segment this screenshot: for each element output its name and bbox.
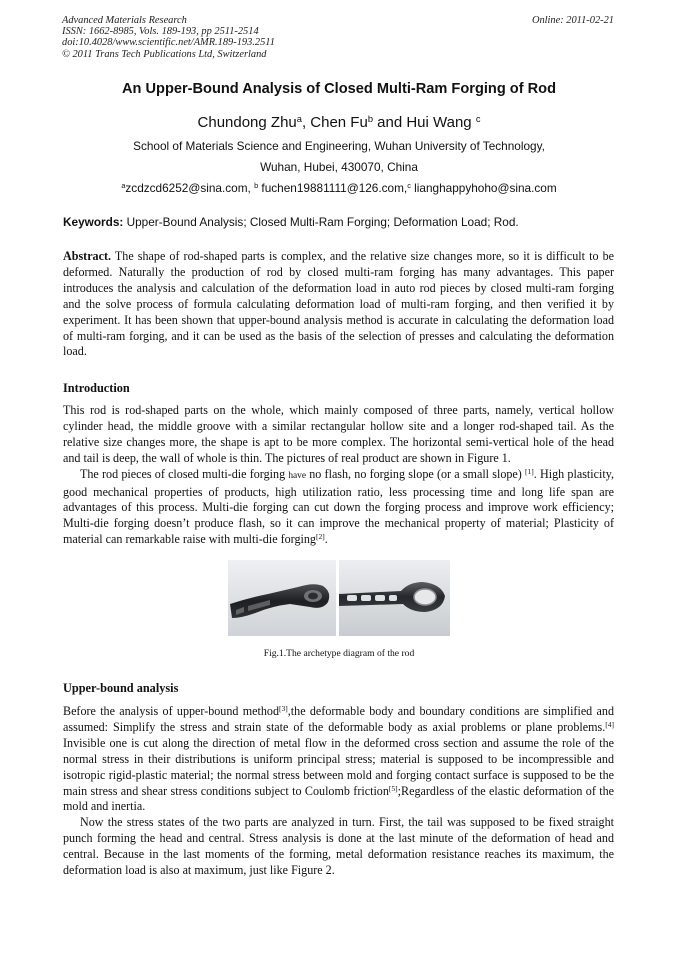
text-run: . High plasticity, good mechanical properties of products, high utilization ratio, less processing time and long life span are advantages of this process. Multi-die forging can cut down the forging process and improve work efficiency; Multi-die forging doesn’t produce flash, so it can improve the mechanical property of material; Plasticity of material can remarkable raise with multi-die forging bbox=[63, 466, 614, 547]
author-sup: a bbox=[296, 113, 302, 124]
abstract-text: The shape of rod-shaped parts is complex, and the relative size changes more, so it is difficult to be deformed. Naturally the production of rod by closed multi-ram forging has many advantages. This paper introduces the analysis and calculation of the deformation load in auto rod pieces by closed multi-ram forging and the solve process of formula calculating deformation load of multi-ram forging, and then verified it by experiment. It has been shown that upper-bound analysis method is accurate in calculating the deformation load of multi-ram forging, and it can be used as the basis of the selection of presses and calculating the deformation load. bbox=[63, 249, 614, 359]
upper-bound-paragraph-1 bbox=[63, 704, 614, 815]
affiliation-line-2: Wuhan, Hubei, 430070, China bbox=[260, 160, 418, 174]
issn-line: ISSN: 1662-8985, Vols. 189-193, pp 2511-2514 bbox=[62, 26, 259, 38]
intro-paragraph-2 bbox=[63, 467, 614, 549]
keywords-text: Upper-Bound Analysis; Closed Multi-Ram Forging; Deformation Load; Rod. bbox=[123, 215, 519, 229]
text-run: Invisible one is cut along the direction of metal flow in the deformed cross section and assume the role of the normal stress in their distributions is uniform principal stress; material is supposed to be incompressible and isotropic rigid-plastic material; the normal stress between mold and forging contact surface is supposed to be the main stress and shear stress conditions subject to Coulomb friction bbox=[63, 735, 614, 798]
abstract bbox=[63, 249, 614, 360]
citation-ref: [4] bbox=[605, 719, 614, 729]
email-b: fuchen19881111@126.com, bbox=[258, 181, 408, 195]
author-name: , Chen Fu bbox=[301, 114, 368, 131]
email-c: lianghappyhoho@sina.com bbox=[410, 181, 557, 195]
introduction-heading: Introduction bbox=[63, 381, 130, 395]
online-date: Online: 2011-02-21 bbox=[531, 15, 614, 26]
upper-bound-body bbox=[63, 704, 614, 879]
citation-ref: [3] bbox=[279, 703, 288, 713]
upper-bound-paragraph-2: Now the stress states of the two parts are analyzed in turn. First, the tail was supposed to be fixed straight punch forming the head and central. Stress analysis is done at the last minute of the deformation of head and central. Because in the last moments of the forming, metal deformation resistance reaches its maximum, the deformation load is also at maximum, just like Figure 2. bbox=[63, 815, 614, 878]
rod-photo-left bbox=[228, 560, 336, 636]
author-line bbox=[40, 114, 638, 131]
paper-title: An Upper-Bound Analysis of Closed Multi-Ram Forging of Rod bbox=[121, 81, 556, 97]
text-run: . bbox=[324, 532, 328, 547]
author-name: and Hui Wang bbox=[372, 114, 472, 131]
author-sup: c bbox=[475, 113, 481, 124]
keywords bbox=[63, 215, 623, 229]
text-run: no flash, no forging slope (or a small slope) bbox=[306, 466, 526, 481]
citation-ref: [2] bbox=[315, 532, 325, 542]
introduction-body bbox=[63, 403, 614, 548]
text-run: Before the analysis of upper-bound method bbox=[63, 704, 280, 718]
text-run: The rod pieces of closed multi-die forging bbox=[80, 466, 289, 481]
email-a: zcdzcd6252@sina.com, bbox=[125, 181, 255, 195]
journal-name: Advanced Materials Research bbox=[62, 15, 187, 26]
email-sup: a bbox=[121, 180, 126, 190]
keywords-label: Keywords: bbox=[63, 215, 124, 229]
upper-bound-heading: Upper-bound analysis bbox=[63, 681, 179, 695]
figure-1-caption: Fig.1.The archetype diagram of the rod bbox=[263, 648, 415, 659]
citation-ref: [1] bbox=[525, 466, 534, 476]
email-sup: c bbox=[407, 180, 411, 190]
text-run: ,the deformable body and boundary conditions are simplified and assumed: Simplify the stress and strain state of the deformable body as axial problems or plane problems. bbox=[63, 704, 614, 734]
doi-line: doi:10.4028/www.scientific.net/AMR.189-193.2511 bbox=[62, 37, 275, 49]
affiliation-line-1: School of Materials Science and Engineering, Wuhan University of Technology, bbox=[133, 139, 545, 153]
journal-header bbox=[62, 15, 614, 60]
text-run: ;Regardless of the elastic deformation of the mold and inertia. bbox=[63, 783, 614, 814]
email-sup: b bbox=[254, 180, 259, 190]
text-run: have bbox=[288, 470, 307, 481]
rod-photo-right bbox=[339, 560, 450, 636]
author-sup: b bbox=[367, 113, 373, 124]
figure-1-photo bbox=[228, 560, 450, 636]
abstract-label: Abstract. bbox=[63, 249, 112, 263]
author-name: Chundong Zhu bbox=[197, 114, 297, 131]
email-line bbox=[40, 181, 638, 195]
intro-paragraph-1: This rod is rod-shaped parts on the whole, which mainly composed of three parts, namely, vertical hollow cylinder head, the middle groove with a similar rectangular hollow site and a longer rod-shaped tail. As the relative size changes more, the shape is apt to be more complex. The horizontal semi-vertical hole of the head and tail is deep, the wall of whole is thin. The pictures of real product are shown in Figure 1. bbox=[63, 403, 614, 465]
citation-ref: [5] bbox=[388, 783, 398, 793]
copyright-line: © 2011 Trans Tech Publications Ltd, Switzerland bbox=[62, 48, 267, 60]
